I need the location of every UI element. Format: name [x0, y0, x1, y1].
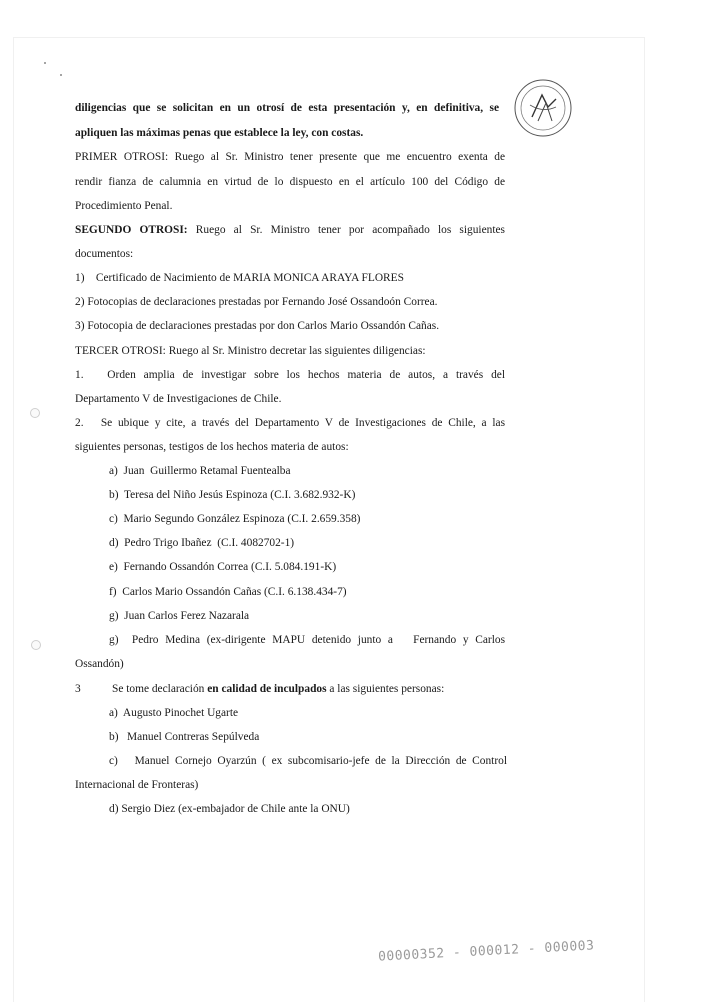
witness-g: g) Juan Carlos Ferez Nazarala [109, 610, 250, 622]
document-item-3: 3) Fotocopia de declaraciones prestadas por don Carlos Mario Ossandón Cañas. [75, 320, 440, 332]
primer-otrosi-line-3: Procedimiento Penal. [75, 200, 173, 212]
tercer-otrosi-line [75, 345, 426, 357]
diligence-2-line-2: siguientes personas, testigos de los hechos materia de autos: [75, 441, 349, 453]
diligence-3-pre: Se tome declaración [112, 683, 205, 695]
accused-d: d) Sergio Diez (ex-embajador de Chile ante la ONU) [109, 803, 350, 815]
primer-otrosi-heading: PRIMER OTROSI: [75, 151, 169, 163]
intro-line-1: diligencias que se solicitan en un otrosí de esta presentación y, en definitiva, se [75, 102, 499, 114]
primer-otrosi-text: Ruego al Sr. Ministro tener presente que me encuentro exenta de [174, 151, 505, 163]
official-seal-icon [512, 77, 574, 139]
accused-a: a) Augusto Pinochet Ugarte [109, 707, 239, 719]
archive-stamp: 00000352 - 000012 - 000003 [377, 938, 595, 965]
punch-hole [30, 408, 40, 418]
witness-e: e) Fernando Ossandón Correa (C.I. 5.084.191-K) [109, 561, 337, 573]
tercer-otrosi-text: Ruego al Sr. Ministro decretar las siguientes diligencias: [168, 345, 426, 357]
document-item-2: 2) Fotocopias de declaraciones prestadas por Fernando José Ossandoón Correa. [75, 296, 438, 308]
diligence-3-line [112, 683, 444, 695]
witness-d: d) Pedro Trigo Ibañez (C.I. 4082702-1) [109, 537, 295, 549]
paper-speck [44, 62, 46, 64]
diligence-1-line-1: 1. Orden amplia de investigar sobre los hechos materia de autos, a través del [75, 369, 505, 381]
accused-c-line-1: c) Manuel Cornejo Oyarzún ( ex subcomisario-jefe de la Dirección de Control [109, 755, 507, 767]
diligence-3-post: a las siguientes personas: [329, 683, 445, 695]
accused-c-line-2: Internacional de Fronteras) [75, 779, 199, 791]
primer-otrosi-line-1 [75, 151, 505, 163]
segundo-otrosi-line-2: documentos: [75, 248, 134, 260]
segundo-otrosi-text: Ruego al Sr. Ministro tener por acompañado los siguientes [195, 224, 505, 236]
paper-speck [60, 74, 62, 76]
diligence-3-bold: en calidad de inculpados [207, 683, 327, 695]
diligence-1-line-2: Departamento V de Investigaciones de Chile. [75, 393, 282, 405]
punch-hole [31, 640, 41, 650]
witness-a: a) Juan Guillermo Retamal Fuentealba [109, 465, 291, 477]
witness-c: c) Mario Segundo González Espinoza (C.I. 2.659.358) [109, 513, 361, 525]
diligence-2-line-1: 2. Se ubique y cite, a través del Departamento V de Investigaciones de Chile, a las [75, 417, 505, 429]
witness-b: b) Teresa del Niño Jesús Espinoza (C.I. 3.682.932-K) [109, 489, 356, 501]
segundo-otrosi-line-1 [75, 224, 505, 236]
accused-b: b) Manuel Contreras Sepúlveda [109, 731, 260, 743]
witness-g2-line-2: Ossandón) [75, 658, 124, 670]
diligence-3-number: 3 [75, 683, 81, 695]
tercer-otrosi-heading: TERCER OTROSI: [75, 345, 166, 357]
witness-f: f) Carlos Mario Ossandón Cañas (C.I. 6.138.434-7) [109, 586, 347, 598]
document-item-1: 1) Certificado de Nacimiento de MARIA MONICA ARAYA FLORES [75, 272, 404, 284]
intro-line-2: apliquen las máximas penas que establece la ley, con costas. [75, 127, 364, 139]
witness-g2-line-1: g) Pedro Medina (ex-dirigente MAPU detenido junto a Fernando y Carlos [109, 634, 505, 646]
segundo-otrosi-heading: SEGUNDO OTROSI: [75, 224, 188, 236]
primer-otrosi-line-2: rendir fianza de calumnia en virtud de lo dispuesto en el artículo 100 del Código de [75, 176, 505, 188]
